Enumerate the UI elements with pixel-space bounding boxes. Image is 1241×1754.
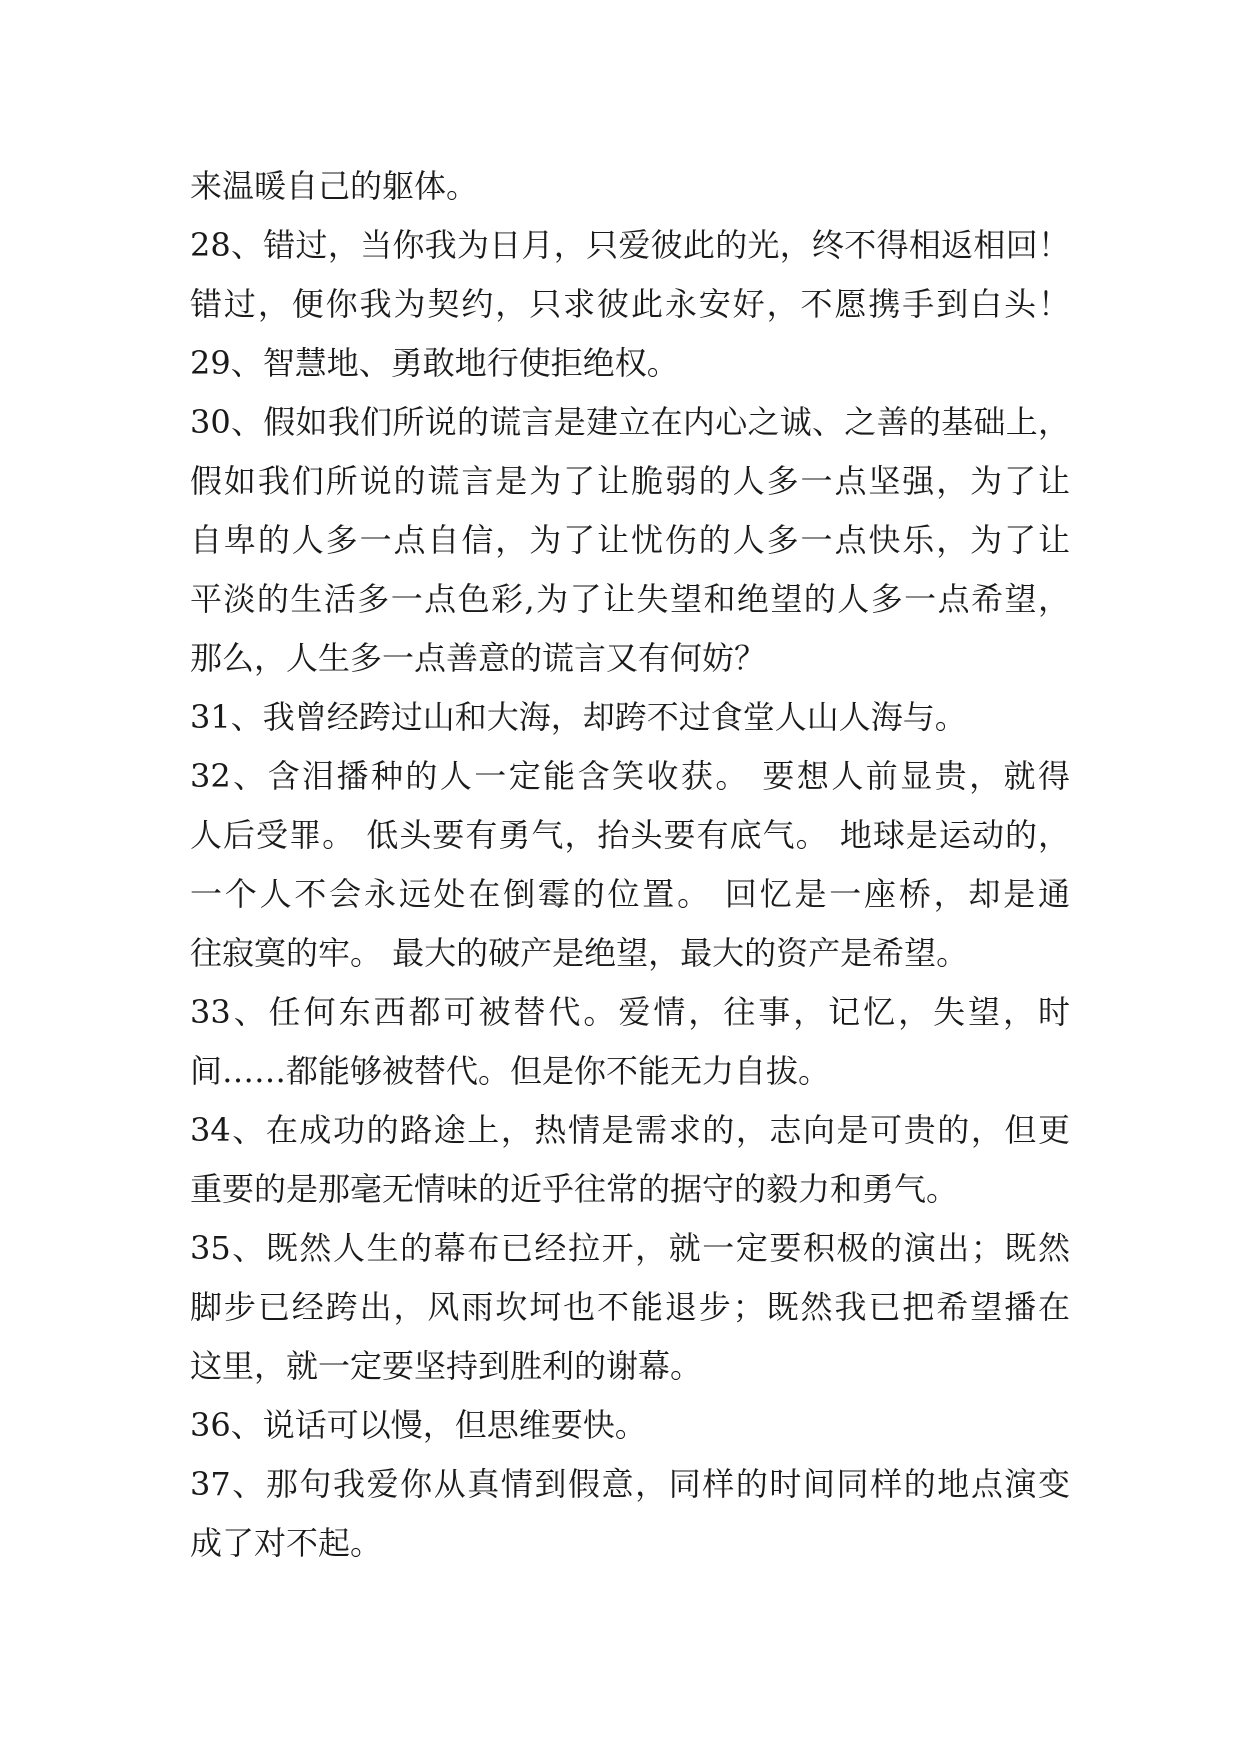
text-line: 错过，便你我为契约，只求彼此永安好，不愿携手到白头！ — [190, 285, 1070, 323]
text-line: 34、在成功的路途上，热情是需求的，志向是可贵的，但更 — [190, 1111, 1070, 1149]
text-line: 35、既然人生的幕布已经拉开，就一定要积极的演出；既然 — [190, 1229, 1070, 1267]
text-line: 一个人不会永远处在倒霉的位置。 回忆是一座桥，却是通 — [190, 875, 1070, 913]
text-line: 平淡的生活多一点色彩,为了让失望和绝望的人多一点希望， — [190, 580, 1070, 618]
text-line: 33、任何东西都可被替代。爱情，往事，记忆，失望，时 — [190, 993, 1070, 1031]
text-line: 人后受罪。 低头要有勇气，抬头要有底气。 地球是运动的， — [190, 816, 1070, 854]
text-line: 脚步已经跨出，风雨坎坷也不能退步；既然我已把希望播在 — [190, 1288, 1070, 1326]
text-line: 自卑的人多一点自信，为了让忧伤的人多一点快乐，为了让 — [190, 521, 1070, 559]
text-line: 37、那句我爱你从真情到假意，同样的时间同样的地点演变 — [190, 1465, 1070, 1503]
text-line: 往寂寞的牢。 最大的破产是绝望，最大的资产是希望。 — [190, 934, 969, 972]
text-line: 假如我们所说的谎言是为了让脆弱的人多一点坚强，为了让 — [190, 462, 1070, 500]
text-line: 重要的是那毫无情味的近乎往常的据守的毅力和勇气。 — [190, 1170, 959, 1208]
text-line: 来温暖自己的躯体。 — [190, 167, 479, 205]
text-line: 那么，人生多一点善意的谎言又有何妨？ — [190, 639, 767, 677]
text-line: 28、错过，当你我为日月，只爱彼此的光，终不得相返相回！ — [190, 226, 1070, 264]
text-line: 31、我曾经跨过山和大海，却跨不过食堂人山人海与。 — [190, 698, 967, 736]
text-line: 36、说话可以慢，但思维要快。 — [190, 1406, 647, 1444]
document-body — [190, 157, 1070, 1573]
text-line: 30、假如我们所说的谎言是建立在内心之诚、之善的基础上， — [190, 403, 1070, 441]
text-line: 29、智慧地、勇敢地行使拒绝权。 — [190, 344, 679, 382]
text-line: 间……都能够被替代。但是你不能无力自拔。 — [190, 1052, 831, 1090]
text-line: 这里，就一定要坚持到胜利的谢幕。 — [190, 1347, 703, 1385]
text-line: 32、含泪播种的人一定能含笑收获。 要想人前显贵，就得 — [190, 757, 1070, 795]
text-line: 成了对不起。 — [190, 1524, 383, 1562]
